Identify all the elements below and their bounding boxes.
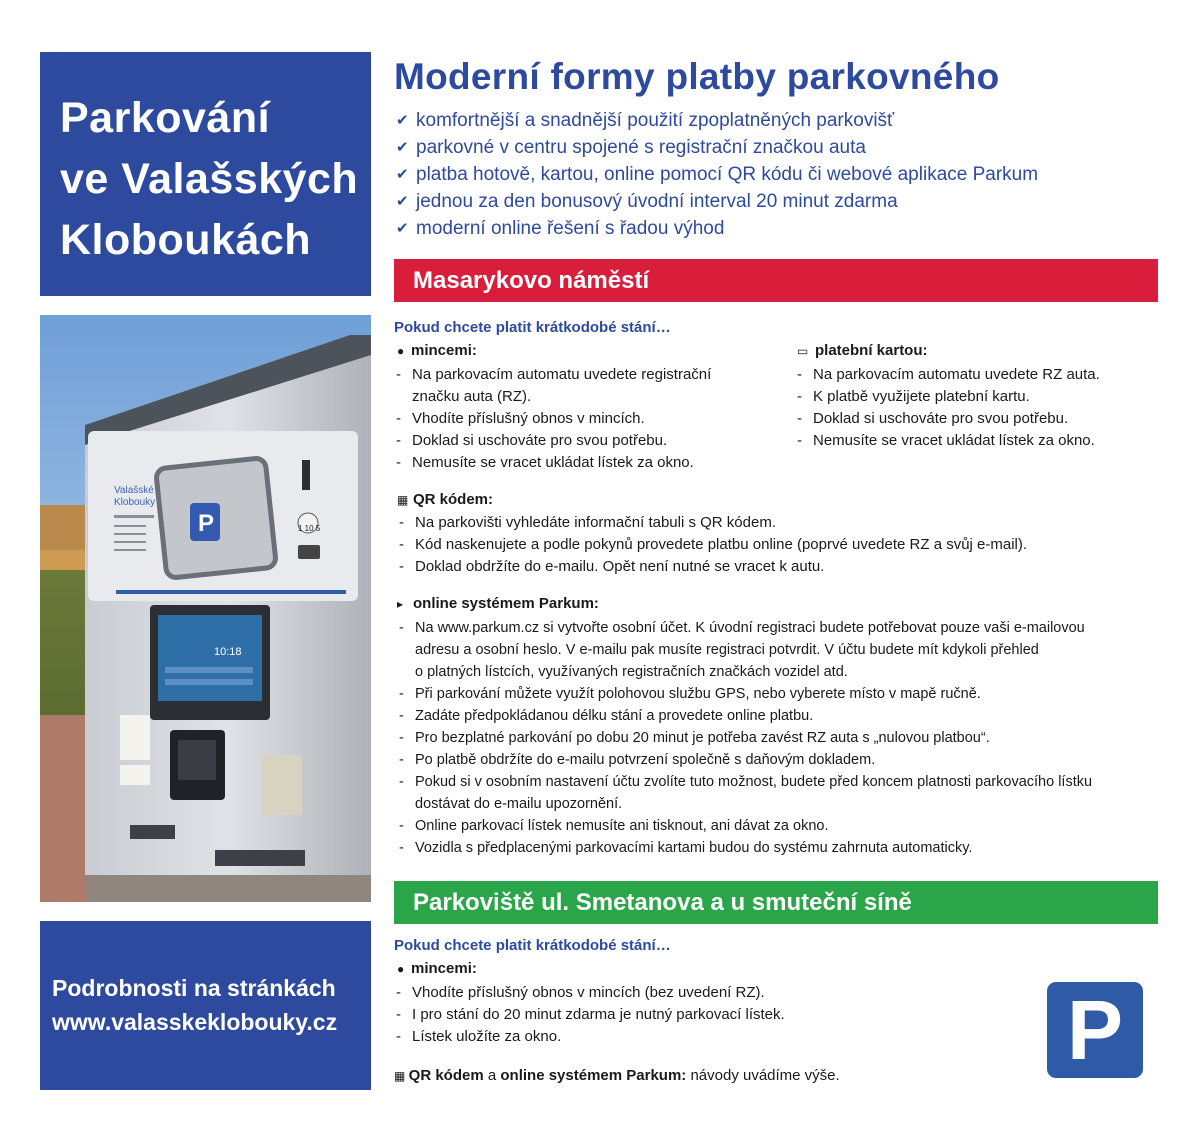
list-item: - Zadáte předpokládanou délku stání a provedete online platbu. (397, 705, 1092, 727)
online-list (397, 617, 1092, 859)
list-item: - Při parkování můžete využít polohovou službu GPS, nebo vyberete místo v mapě ručně. (397, 683, 1092, 705)
qr-heading: ▦ QR kódem: (397, 491, 494, 508)
checkmark-icon: ✔ (396, 139, 409, 156)
list-item: - Doklad si uschováte pro svou potřebu. (394, 430, 711, 452)
list-item: - Po platbě obdržíte do e-mailu potvrzení společně s daňovým dokladem. (397, 749, 1092, 771)
list-item: - Lístek uložíte za okno. (394, 1026, 785, 1048)
page-headline: Moderní formy platby parkovného (394, 56, 1000, 97)
benefit-item: ✔ komfortnější a snadnější použití zpoplatněných parkovišť (396, 107, 1038, 134)
title-line-3: Kloboukách (60, 216, 312, 264)
benefit-item: ✔ moderní online řešení s řadou výhod (396, 215, 1038, 242)
checkmark-icon: ✔ (396, 193, 409, 210)
play-arrow-icon: ▸ (397, 596, 404, 611)
coins-list-2 (394, 982, 785, 1048)
title-box (40, 52, 371, 296)
section-title-smetanova: Parkoviště ul. Smetanova a u smuteční síně (394, 881, 1158, 924)
list-item: - Kód naskenujete a podle pokynů provedete platbu online (poprvé uvedete RZ a svůj e-mail). (397, 534, 1027, 556)
bullet-dot-icon: ● (397, 343, 405, 358)
card-list (795, 364, 1100, 452)
benefit-item: ✔ jednou za den bonusový úvodní interval 20 minut zdarma (396, 188, 1038, 215)
final-note: ▦ QR kódem a online systémem Parkum: návody uvádíme výše. (394, 1067, 840, 1084)
list-item: - Nemusíte se vracet ukládat lístek za okno. (394, 452, 711, 474)
section-title-masarykovo: Masarykovo náměstí (394, 259, 1158, 302)
list-item: - K platbě využijete platební kartu. (795, 386, 1100, 408)
list-item: - Online parkovací lístek nemusíte ani tisknout, ani dávat za okno. (397, 815, 1092, 837)
checkmark-icon: ✔ (396, 166, 409, 183)
title-line-1: Parkování (60, 94, 271, 142)
benefits-list (396, 107, 1038, 242)
list-item: - Vozidla s předplacenými parkovacími kartami budou do systému zahrnuta automaticky. (397, 837, 1092, 859)
machine-brand-2: Klobouky (114, 497, 156, 508)
title-line-2: ve Valašských (60, 155, 359, 203)
list-item: - Vhodíte příslušný obnos v mincích. (394, 408, 711, 430)
section1-subhead: Pokud chcete platit krátkodobé stání… (394, 319, 671, 336)
list-item: - Na parkovacím automatu uvedete RZ auta. (795, 364, 1100, 386)
card-heading: ▭ platební kartou: (797, 342, 928, 359)
parking-sign-icon: P (1047, 982, 1143, 1078)
coin-values: 1 10 5 (298, 524, 321, 533)
list-item: - I pro stání do 20 minut zdarma je nutný parkovací lístek. (394, 1004, 785, 1026)
qr-code-icon: ▦ (397, 492, 409, 507)
benefit-item: ✔ platba hotově, kartou, online pomocí QR kódu či webové aplikace Parkum (396, 161, 1038, 188)
benefit-item: ✔ parkovné v centru spojené s registrační značkou auta (396, 134, 1038, 161)
parking-machine-photo (40, 315, 371, 902)
coins-list (394, 364, 711, 474)
footer-website: www.valasskeklobouky.cz (52, 1009, 338, 1035)
machine-brand-1: Valašské (114, 485, 154, 496)
footer-box (40, 921, 371, 1090)
machine-screen-time: 10:18 (214, 646, 242, 658)
list-item: - Doklad si uschováte pro svou potřebu. (795, 408, 1100, 430)
list-item: - Pro bezplatné parkování po dobu 20 minut je potřeba zavést RZ auta s „nulovou platbou“. (397, 727, 1092, 749)
qr-code-icon: ▦ (394, 1069, 409, 1083)
qr-list (397, 512, 1027, 578)
bullet-dot-icon: ● (397, 961, 405, 976)
checkmark-icon: ✔ (396, 220, 409, 237)
list-item: - Nemusíte se vracet ukládat lístek za okno. (795, 430, 1100, 452)
card-icon: ▭ (797, 343, 809, 358)
list-item: - Vhodíte příslušný obnos v mincích (bez uvedení RZ). (394, 982, 785, 1004)
svg-text:P: P (198, 510, 215, 537)
online-heading: ▸ online systémem Parkum: (397, 595, 599, 612)
list-item: - Na parkovacím automatu uvedete registrační značku auta (RZ). (394, 364, 711, 408)
list-item: - Pokud si v osobním nastavení účtu zvolíte tuto možnost, budete před koncem platnosti parkovacího lístku dostávat do e-mailu upozornění. (397, 771, 1092, 815)
checkmark-icon: ✔ (396, 112, 409, 129)
list-item: - Na www.parkum.cz si vytvořte osobní účet. K úvodní registraci budete potřebovat pouze vaši e-mailovou adresu a osobní heslo. V e-mailu pak musíte registraci potvrdit. V účtu budete mít kdykoli přehled o platných lístcích, využívaných registračních značkách vozidel atd. (397, 617, 1092, 683)
footer-line-1: Podrobnosti na stránkách (52, 975, 336, 1001)
coins-heading: ● mincemi: (397, 342, 477, 359)
list-item: - Doklad obdržíte do e-mailu. Opět není nutné se vracet k autu. (397, 556, 1027, 578)
coins-heading-2: ● mincemi: (397, 960, 477, 977)
list-item: - Na parkovišti vyhledáte informační tabuli s QR kódem. (397, 512, 1027, 534)
section2-subhead: Pokud chcete platit krátkodobé stání… (394, 937, 671, 954)
